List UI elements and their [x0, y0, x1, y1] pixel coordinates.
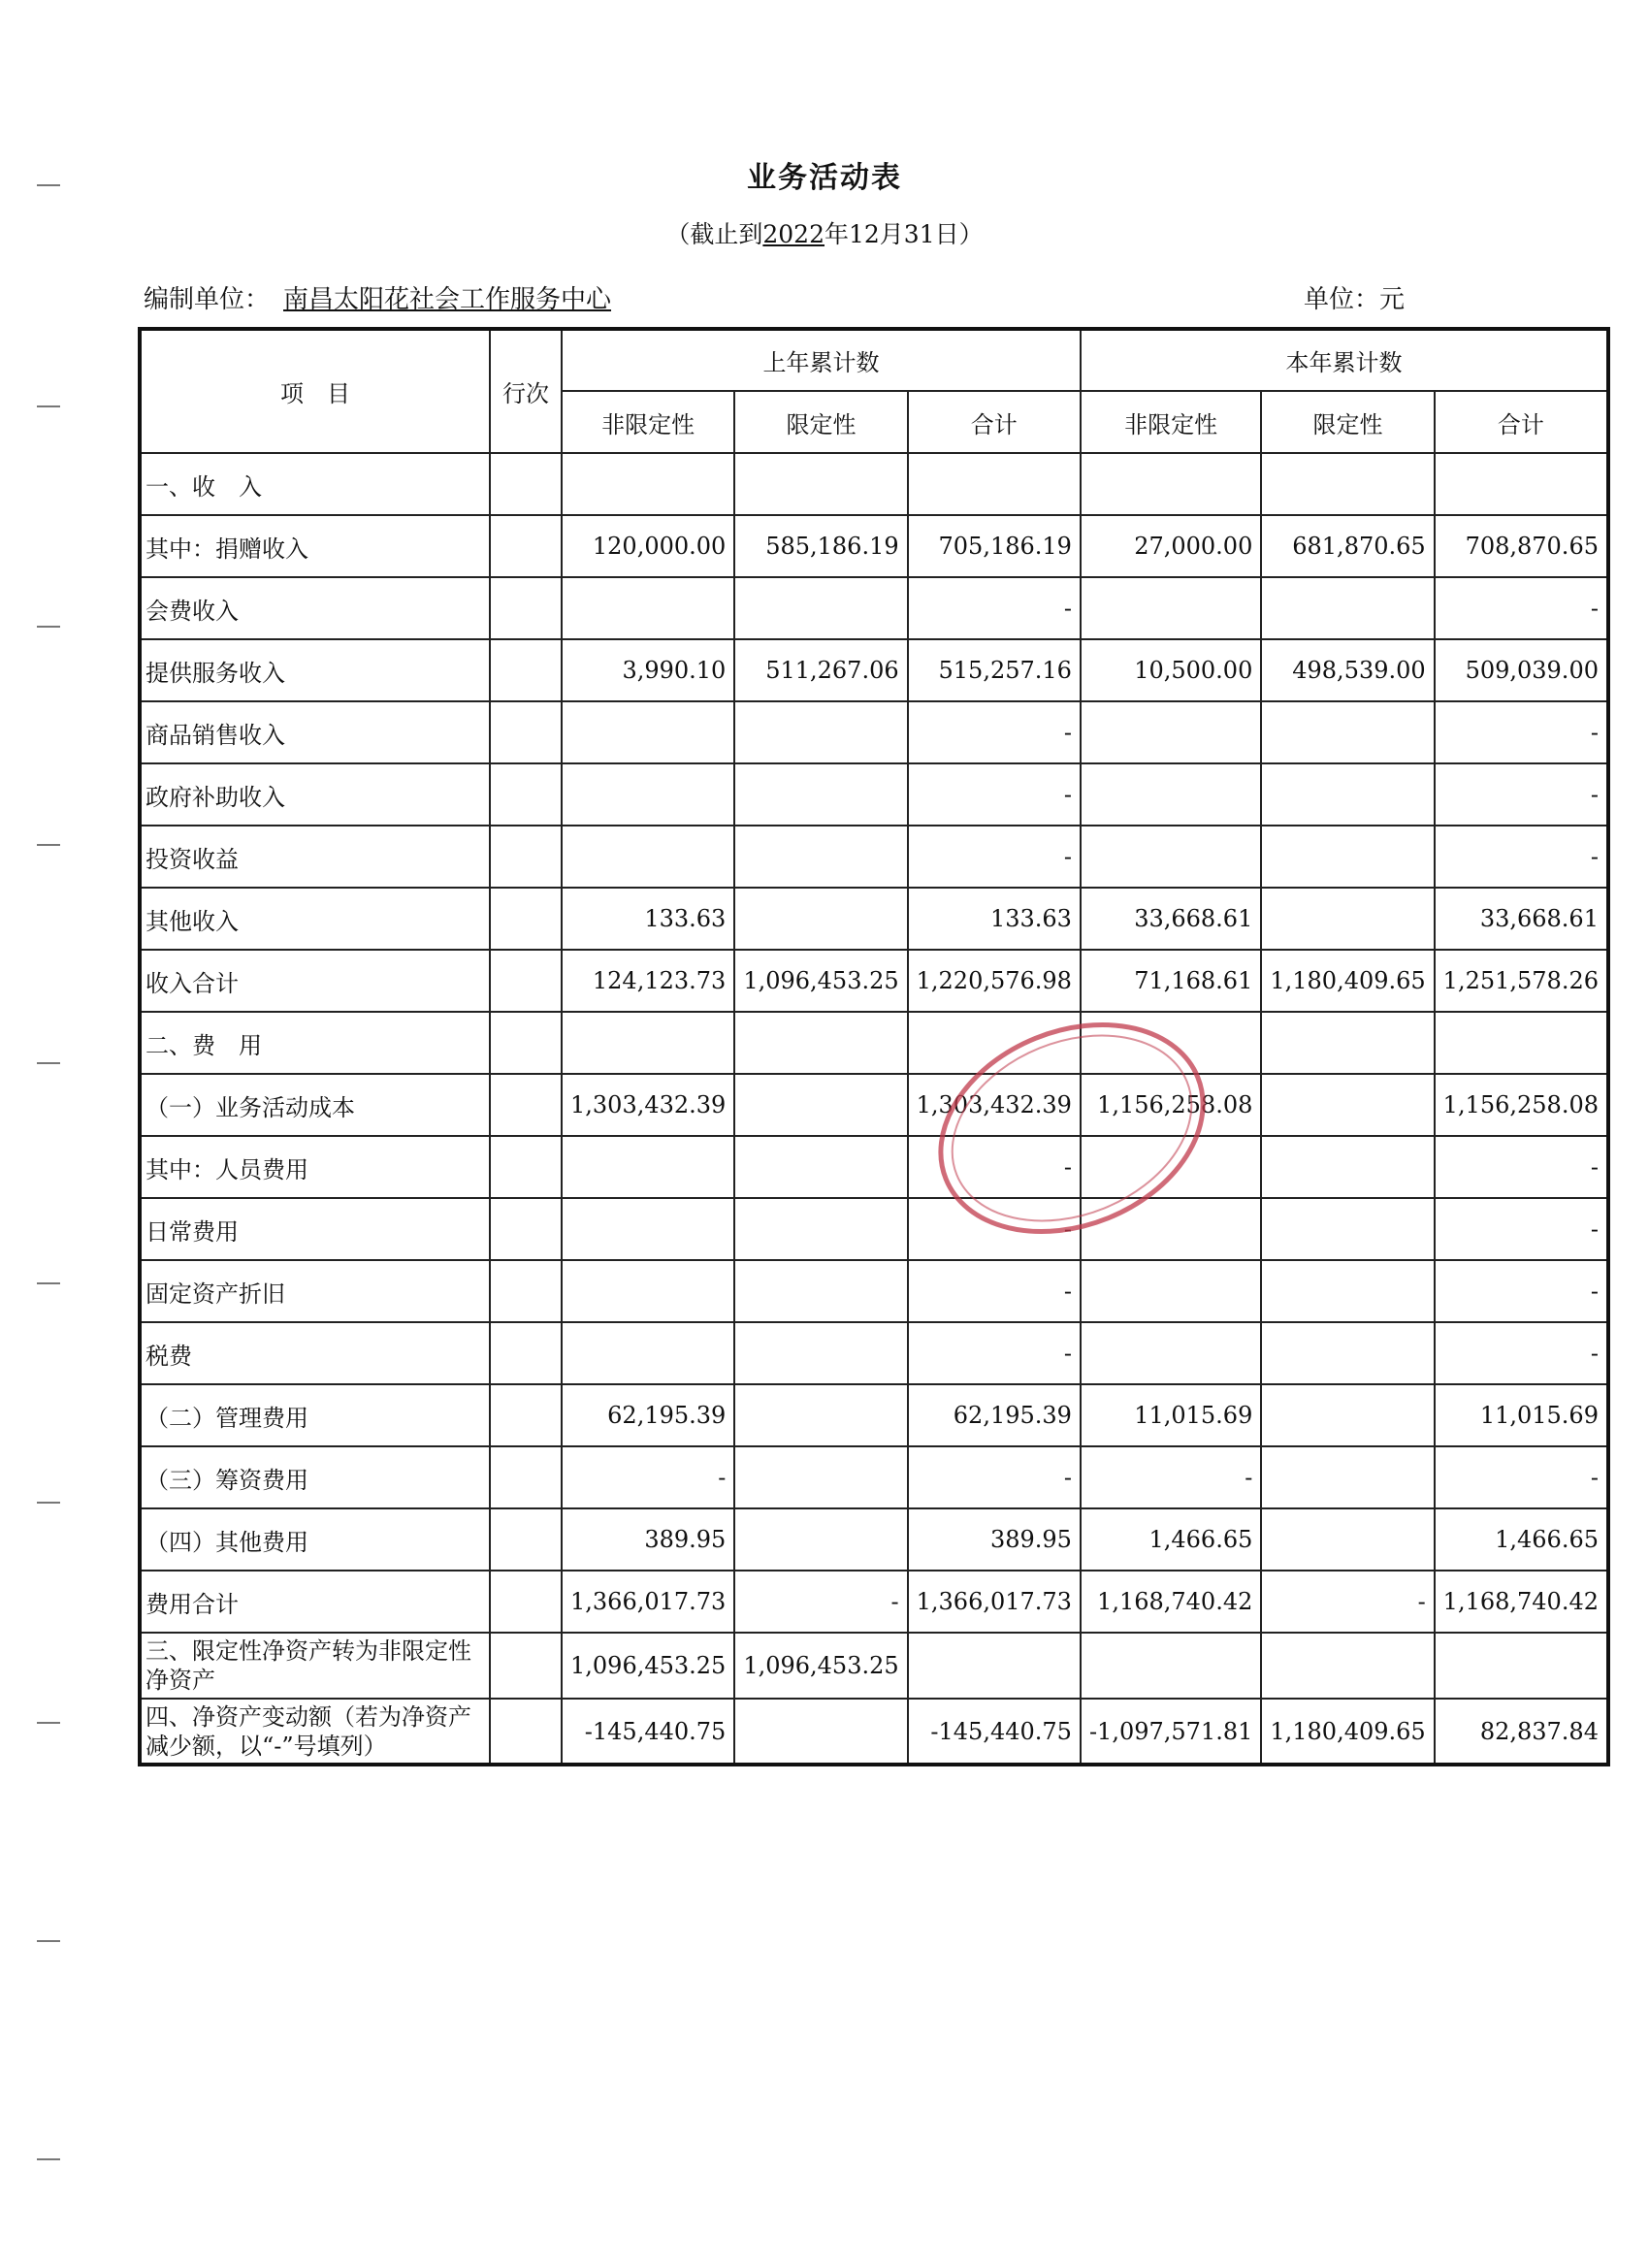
row-label: 其中：人员费用: [140, 1136, 490, 1198]
cell-value: 389.95: [562, 1508, 734, 1571]
row-seq: [490, 1260, 562, 1322]
cell-value: -: [1435, 1260, 1608, 1322]
row-label: （四）其他费用: [140, 1508, 490, 1571]
cell-value: 1,096,453.25: [562, 1633, 734, 1699]
cell-value: 1,303,432.39: [908, 1074, 1081, 1136]
cell-value: [1081, 826, 1261, 888]
report-title: 业务活动表: [747, 161, 902, 195]
cell-value: [1261, 1074, 1434, 1136]
currency-unit: 单位：元: [1303, 285, 1405, 314]
row-label: 三、限定性净资产转为非限定性净资产: [140, 1633, 490, 1699]
table-row: [140, 1322, 1608, 1384]
row-label: 提供服务收入: [140, 639, 490, 701]
cell-value: [1261, 1012, 1434, 1074]
row-seq: [490, 639, 562, 701]
margin-mark: [37, 1722, 60, 1724]
cell-value: -: [908, 577, 1081, 639]
table-row: [140, 701, 1608, 763]
cell-value: [734, 701, 907, 763]
cell-value: -: [908, 1446, 1081, 1508]
margin-mark: [37, 184, 60, 186]
row-label: 日常费用: [140, 1198, 490, 1260]
cell-value: 1,168,740.42: [1435, 1571, 1608, 1633]
cell-value: 124,123.73: [562, 950, 734, 1012]
row-label: 其他收入: [140, 888, 490, 950]
table-row: [140, 1136, 1608, 1198]
activity-statement-table: [138, 327, 1610, 1766]
cell-value: [562, 763, 734, 826]
row-label: 税费: [140, 1322, 490, 1384]
table-row: [140, 1508, 1608, 1571]
cell-value: 1,366,017.73: [562, 1571, 734, 1633]
cell-value: [1261, 763, 1434, 826]
cell-value: -: [1435, 1322, 1608, 1384]
cell-value: [1081, 453, 1261, 515]
cell-value: [1261, 1198, 1434, 1260]
cell-value: [1081, 1136, 1261, 1198]
margin-mark: [37, 1282, 60, 1284]
row-label: （一）业务活动成本: [140, 1074, 490, 1136]
header-prev-unrestricted: 非限定性: [562, 391, 734, 453]
cell-value: 1,180,409.65: [1261, 1699, 1434, 1765]
cell-value: [562, 701, 734, 763]
row-seq: [490, 826, 562, 888]
cell-value: -1,097,571.81: [1081, 1699, 1261, 1765]
cell-value: 1,168,740.42: [1081, 1571, 1261, 1633]
cell-value: [1081, 1198, 1261, 1260]
row-label: 收入合计: [140, 950, 490, 1012]
cell-value: 1,180,409.65: [1261, 950, 1434, 1012]
cell-value: 1,303,432.39: [562, 1074, 734, 1136]
cell-value: -: [908, 1136, 1081, 1198]
table-row: [140, 888, 1608, 950]
table-row: [140, 1012, 1608, 1074]
cell-value: -: [908, 1322, 1081, 1384]
cell-value: 708,870.65: [1435, 515, 1608, 577]
cell-value: 71,168.61: [1081, 950, 1261, 1012]
row-seq: [490, 1699, 562, 1765]
margin-mark: [37, 626, 60, 628]
row-seq: [490, 515, 562, 577]
cell-value: -145,440.75: [562, 1699, 734, 1765]
cell-value: [734, 1074, 907, 1136]
cell-value: 705,186.19: [908, 515, 1081, 577]
row-seq: [490, 763, 562, 826]
table-row: [140, 763, 1608, 826]
cell-value: [1261, 577, 1434, 639]
margin-mark: [37, 405, 60, 407]
header-curr-restricted: 限定性: [1261, 391, 1434, 453]
margin-mark: [37, 1502, 60, 1504]
cell-value: 62,195.39: [562, 1384, 734, 1446]
header-prev-year: 上年累计数: [562, 329, 1081, 391]
row-seq: [490, 1508, 562, 1571]
cell-value: [1261, 1446, 1434, 1508]
header-prev-restricted: 限定性: [734, 391, 907, 453]
cell-value: 62,195.39: [908, 1384, 1081, 1446]
cell-value: -: [908, 826, 1081, 888]
cell-value: [1261, 1384, 1434, 1446]
cell-value: [562, 577, 734, 639]
table-row: [140, 453, 1608, 515]
row-seq: [490, 1322, 562, 1384]
cell-value: -: [562, 1446, 734, 1508]
cell-value: [908, 1012, 1081, 1074]
cell-value: [908, 1633, 1081, 1699]
table-row: [140, 826, 1608, 888]
row-label: 政府补助收入: [140, 763, 490, 826]
row-seq: [490, 1012, 562, 1074]
cell-value: [734, 1260, 907, 1322]
table-row: [140, 515, 1608, 577]
cell-value: 133.63: [908, 888, 1081, 950]
header-curr-year: 本年累计数: [1081, 329, 1608, 391]
cell-value: [734, 1508, 907, 1571]
table-row: [140, 1198, 1608, 1260]
cell-value: [908, 453, 1081, 515]
cell-value: [562, 1136, 734, 1198]
margin-mark: [37, 844, 60, 846]
cell-value: [1261, 1136, 1434, 1198]
cell-value: [734, 453, 907, 515]
cell-value: 1,096,453.25: [734, 950, 907, 1012]
cell-value: [734, 826, 907, 888]
cell-value: 509,039.00: [1435, 639, 1608, 701]
row-seq: [490, 1136, 562, 1198]
row-seq: [490, 577, 562, 639]
report-period: [0, 215, 1649, 250]
row-label: 商品销售收入: [140, 701, 490, 763]
period-year: 2022: [762, 220, 824, 248]
table-row: [140, 639, 1608, 701]
row-seq: [490, 701, 562, 763]
cell-value: 27,000.00: [1081, 515, 1261, 577]
cell-value: 585,186.19: [734, 515, 907, 577]
cell-value: [734, 1012, 907, 1074]
cell-value: [1081, 1322, 1261, 1384]
cell-value: [734, 577, 907, 639]
cell-value: -: [734, 1571, 907, 1633]
cell-value: [734, 1446, 907, 1508]
cell-value: [734, 1322, 907, 1384]
cell-value: 10,500.00: [1081, 639, 1261, 701]
cell-value: [1261, 453, 1434, 515]
cell-value: -: [908, 1198, 1081, 1260]
org-name: 南昌太阳花社会工作服务中心: [283, 285, 612, 314]
cell-value: [1081, 763, 1261, 826]
cell-value: [562, 1198, 734, 1260]
cell-value: -: [1435, 763, 1608, 826]
cell-value: [1081, 1633, 1261, 1699]
cell-value: [1261, 888, 1434, 950]
cell-value: [1261, 1633, 1434, 1699]
cell-value: [1261, 826, 1434, 888]
header-prev-total: 合计: [908, 391, 1081, 453]
cell-value: 1,156,258.08: [1081, 1074, 1261, 1136]
table-row: [140, 1446, 1608, 1508]
row-label: 费用合计: [140, 1571, 490, 1633]
cell-value: 120,000.00: [562, 515, 734, 577]
header-seq: 行次: [490, 329, 562, 453]
cell-value: 82,837.84: [1435, 1699, 1608, 1765]
row-seq: [490, 888, 562, 950]
cell-value: -: [908, 763, 1081, 826]
cell-value: [1435, 1633, 1608, 1699]
cell-value: 3,990.10: [562, 639, 734, 701]
cell-value: [734, 1136, 907, 1198]
row-label: 固定资产折旧: [140, 1260, 490, 1322]
cell-value: [562, 1322, 734, 1384]
cell-value: 511,267.06: [734, 639, 907, 701]
cell-value: [1081, 577, 1261, 639]
row-seq: [490, 1384, 562, 1446]
cell-value: [562, 453, 734, 515]
row-label: （二）管理费用: [140, 1384, 490, 1446]
table-row: [140, 1074, 1608, 1136]
row-label: 会费收入: [140, 577, 490, 639]
cell-value: [734, 888, 907, 950]
cell-value: [1081, 701, 1261, 763]
cell-value: 33,668.61: [1435, 888, 1608, 950]
cell-value: [734, 1699, 907, 1765]
margin-mark: [37, 1940, 60, 1942]
cell-value: [734, 1384, 907, 1446]
cell-value: [1261, 1322, 1434, 1384]
cell-value: [1435, 1012, 1608, 1074]
cell-value: 1,366,017.73: [908, 1571, 1081, 1633]
table-row: [140, 1260, 1608, 1322]
margin-mark: [37, 2158, 60, 2160]
table-row: [140, 1384, 1608, 1446]
cell-value: -: [1261, 1571, 1434, 1633]
cell-value: 1,220,576.98: [908, 950, 1081, 1012]
row-seq: [490, 1633, 562, 1699]
row-label: 四、净资产变动额（若为净资产减少额，以“-”号填列）: [140, 1699, 490, 1765]
cell-value: -: [908, 1260, 1081, 1322]
cell-value: 33,668.61: [1081, 888, 1261, 950]
header-curr-unrestricted: 非限定性: [1081, 391, 1261, 453]
cell-value: -: [1435, 577, 1608, 639]
cell-value: 11,015.69: [1081, 1384, 1261, 1446]
cell-value: -: [1435, 1446, 1608, 1508]
cell-value: -: [1435, 1198, 1608, 1260]
cell-value: [734, 763, 907, 826]
cell-value: 681,870.65: [1261, 515, 1434, 577]
cell-value: [734, 1198, 907, 1260]
cell-value: 1,466.65: [1081, 1508, 1261, 1571]
row-label: 一、收 入: [140, 453, 490, 515]
row-seq: [490, 1198, 562, 1260]
cell-value: [1081, 1012, 1261, 1074]
cell-value: [1081, 1260, 1261, 1322]
table-row: [140, 1699, 1608, 1765]
row-label: 其中：捐赠收入: [140, 515, 490, 577]
row-seq: [490, 950, 562, 1012]
cell-value: 498,539.00: [1261, 639, 1434, 701]
cell-value: 515,257.16: [908, 639, 1081, 701]
row-seq: [490, 1074, 562, 1136]
cell-value: -145,440.75: [908, 1699, 1081, 1765]
cell-value: [562, 1260, 734, 1322]
margin-mark: [37, 1062, 60, 1064]
cell-value: 1,251,578.26: [1435, 950, 1608, 1012]
table-row: [140, 1571, 1608, 1633]
row-label: 二、费 用: [140, 1012, 490, 1074]
period-prefix: （截止到: [665, 220, 763, 248]
row-seq: [490, 1446, 562, 1508]
table-row: [140, 577, 1608, 639]
cell-value: -: [1081, 1446, 1261, 1508]
row-seq: [490, 453, 562, 515]
header-item: 项 目: [140, 329, 490, 453]
cell-value: [562, 826, 734, 888]
table-row: [140, 1633, 1608, 1699]
cell-value: -: [1435, 826, 1608, 888]
cell-value: -: [908, 701, 1081, 763]
row-label: （三）筹资费用: [140, 1446, 490, 1508]
cell-value: 11,015.69: [1435, 1384, 1608, 1446]
cell-value: [1261, 701, 1434, 763]
row-label: 投资收益: [140, 826, 490, 888]
table-row: [140, 950, 1608, 1012]
cell-value: [1261, 1508, 1434, 1571]
header-curr-total: 合计: [1435, 391, 1608, 453]
org-label: 编制单位：: [144, 285, 271, 314]
cell-value: [562, 1012, 734, 1074]
row-seq: [490, 1571, 562, 1633]
cell-value: -: [1435, 1136, 1608, 1198]
cell-value: -: [1435, 701, 1608, 763]
cell-value: 1,096,453.25: [734, 1633, 907, 1699]
cell-value: [1261, 1260, 1434, 1322]
period-suffix: 年12月31日）: [824, 220, 984, 248]
cell-value: [1435, 453, 1608, 515]
cell-value: 133.63: [562, 888, 734, 950]
cell-value: 1,466.65: [1435, 1508, 1608, 1571]
cell-value: 389.95: [908, 1508, 1081, 1571]
unit-line: [144, 279, 1405, 314]
cell-value: 1,156,258.08: [1435, 1074, 1608, 1136]
